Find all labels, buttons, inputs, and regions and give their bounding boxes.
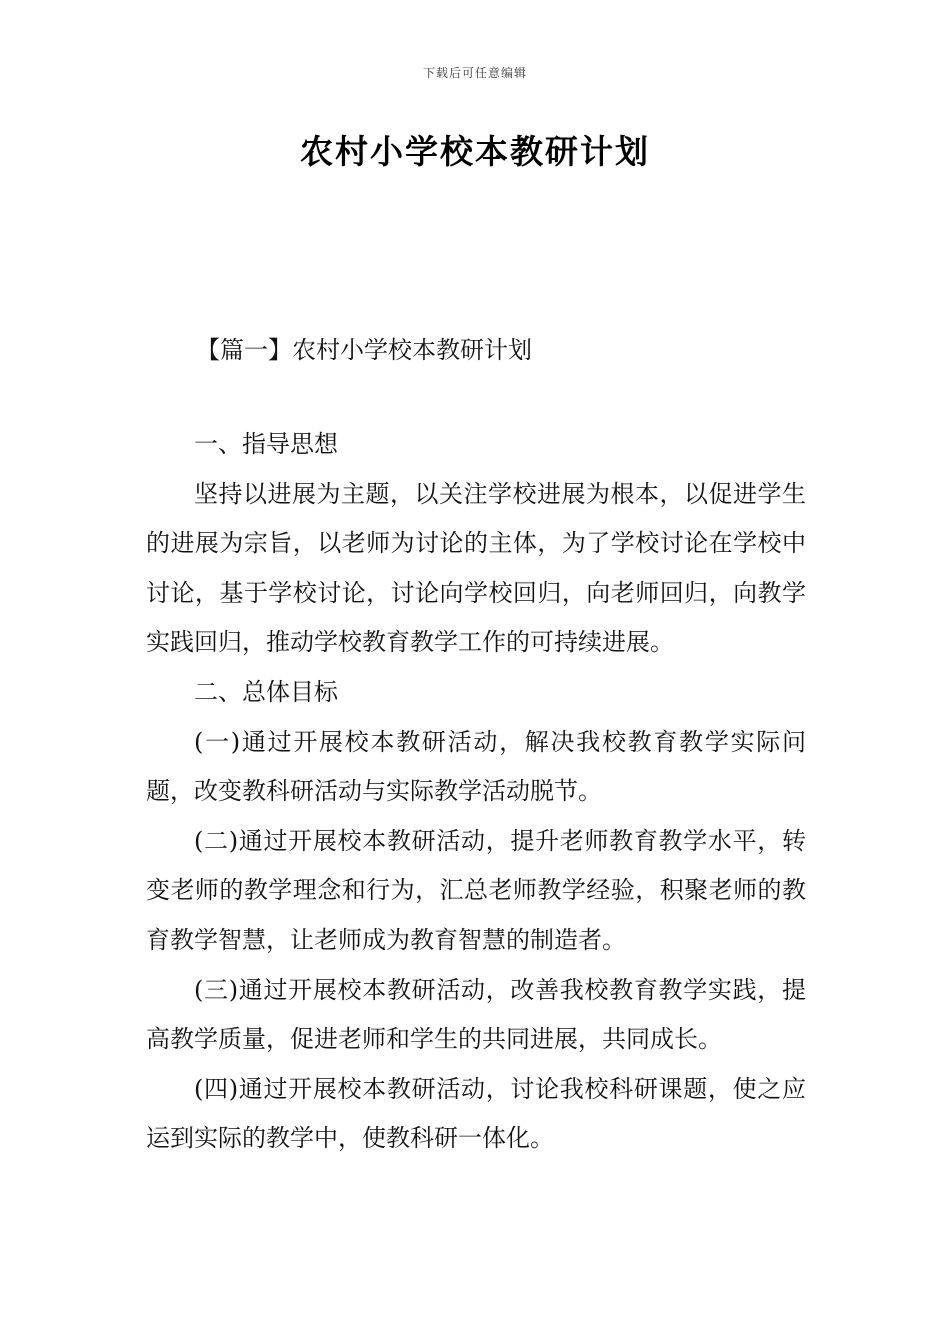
paragraph-guiding-ideology: 坚持以进展为主题，以关注学校进展为根本，以促进学生的进展为宗旨，以老师为讨论的主体，为了学校讨论在学校中讨论，基于学校讨论，讨论向学校回归，向老师回归，向教学实践回归，推动学校教育教学工作的可持续进展。 [146,479,806,657]
document-title: 农村小学校本教研计划 [300,132,650,171]
header-note: 下载后可任意编辑 [422,66,527,80]
paragraph-goal-3: (三)通过开展校本教研活动，改善我校教育教学实践，提高教学质量，促进老师和学生的共同进展，共同成长。 [146,975,806,1054]
document-body [146,420,806,1164]
paragraph-goal-4: (四)通过开展校本教研活动，讨论我校科研课题，使之应运到实际的教学中，使教科研一体化。 [146,1074,806,1153]
section-heading: 【篇一】农村小学校本教研计划 [196,336,532,364]
heading-overall-goals: 二、总体目标 [194,677,338,706]
heading-guiding-ideology: 一、指导思想 [194,430,338,458]
paragraph-goal-2: (二)通过开展校本教研活动，提升老师教育教学水平，转变老师的教学理念和行为，汇总老师教学经验，积聚老师的教育教学智慧，让老师成为教育智慧的制造者。 [146,826,806,954]
paragraph-goal-1: (一)通过开展校本教研活动，解决我校教育教学实际问题，改变教科研活动与实际教学活动脱节。 [146,727,806,806]
